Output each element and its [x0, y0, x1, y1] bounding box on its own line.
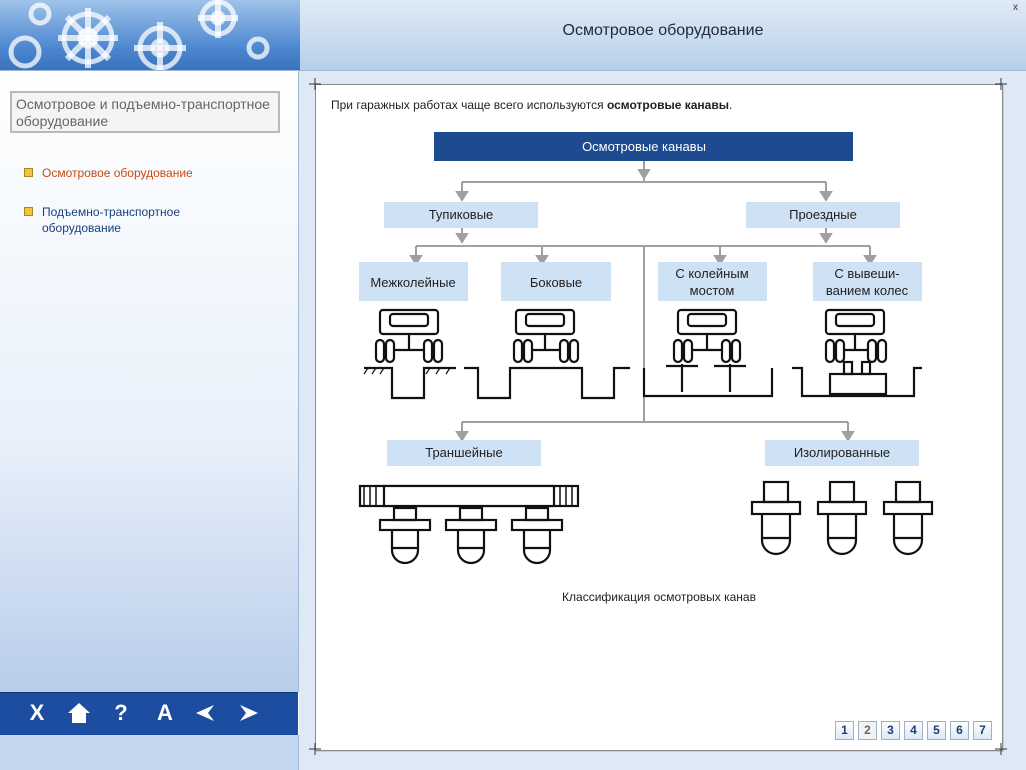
gears-banner [0, 0, 300, 70]
prev-button[interactable] [190, 699, 220, 727]
wheel-hang-label-2: ванием колес [825, 283, 909, 298]
sidebar [0, 71, 299, 692]
page-2-button[interactable]: 2 [858, 721, 877, 740]
help-button[interactable]: ? [114, 700, 128, 725]
page-6-button[interactable]: 6 [950, 721, 969, 740]
dead-end-label: Тупиковые [428, 207, 494, 222]
bullet-icon [24, 168, 33, 177]
bullet-icon [24, 207, 33, 216]
intro-end: . [728, 98, 733, 112]
through-label: Проездные [789, 207, 857, 222]
isolated-label: Изолированные [793, 445, 891, 460]
page-title: Осмотровое оборудование [562, 22, 764, 39]
track-bridge-label-1: С колейным [675, 266, 749, 281]
sidebar-item-lifting[interactable] [42, 204, 232, 236]
home-button[interactable] [64, 699, 94, 727]
trench-label: Траншейные [425, 445, 503, 460]
root-label: Осмотровые канавы [582, 139, 706, 154]
sidebar-item-label: Осмотровое оборудование [42, 166, 193, 180]
figure-caption: Классификация осмотровых канав [562, 590, 756, 604]
toolbar [0, 692, 298, 735]
frame-corner-marks [309, 78, 1009, 756]
arrow-left-icon [194, 703, 216, 723]
header-bar [0, 0, 1026, 71]
font-button[interactable]: A [157, 700, 173, 725]
gears-icon [0, 0, 300, 70]
sidebar-item-label: Подъемно-транспортное оборудование [42, 205, 181, 235]
close-icon[interactable]: x [1013, 2, 1018, 13]
side-label: Боковые [529, 275, 583, 290]
intro-plain: При гаражных работах чаще всего используются [331, 98, 607, 112]
sidebar-footer [0, 735, 299, 770]
between-track-label: Межколейные [370, 275, 456, 290]
page-4-button[interactable]: 4 [904, 721, 923, 740]
section-title: Осмотровое и подъемно-транспортное оборудование [10, 91, 280, 133]
home-icon [67, 702, 91, 724]
next-button[interactable] [234, 699, 264, 727]
page-1-button[interactable]: 1 [835, 721, 854, 740]
sidebar-item-inspection[interactable] [42, 165, 193, 181]
arrow-right-icon [238, 703, 260, 723]
page-7-button[interactable]: 7 [973, 721, 992, 740]
intro-bold: осмотровые канавы [606, 98, 729, 112]
wheel-hang-label-1: С вывеши- [834, 266, 900, 281]
track-bridge-label-2: мостом [689, 283, 735, 298]
exit-button[interactable]: X [29, 700, 45, 725]
page-5-button[interactable]: 5 [927, 721, 946, 740]
page-3-button[interactable]: 3 [881, 721, 900, 740]
